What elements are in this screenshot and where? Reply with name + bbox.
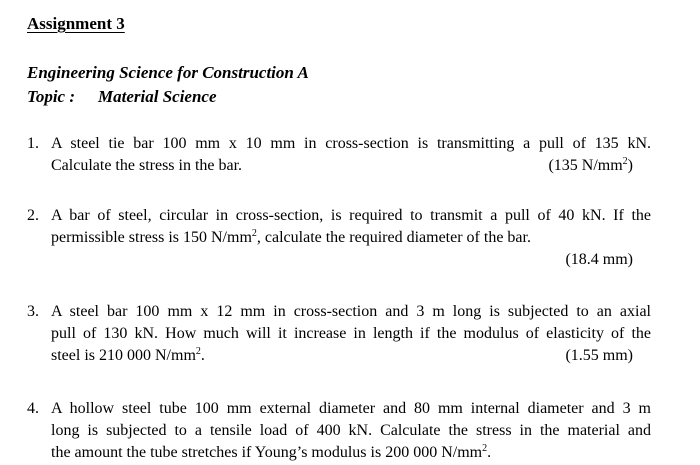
question-1: [27, 133, 651, 177]
question-number: 3.: [27, 303, 39, 320]
question-text: Calculate the stress in the bar.: [51, 157, 243, 174]
question-text: permissible stress is 150 N/mm: [51, 229, 252, 246]
question-body: [51, 301, 651, 367]
question-4: [27, 398, 651, 464]
question-number: 2.: [27, 207, 39, 224]
question-line: A hollow steel tube 100 mm external diameter and 80 mm internal diameter and 3 m: [51, 400, 651, 417]
question-line: pull of 130 kN. How much will it increase in length if the modulus of elasticity of the: [51, 325, 651, 342]
topic-value: Material Science: [98, 87, 217, 106]
question-line: A steel tie bar 100 mm x 10 mm in cross-section is transmitting a pull of 135 kN.: [51, 135, 651, 152]
topic-line: [27, 87, 217, 107]
question-answer: [548, 155, 651, 177]
question-text: the amount the tube stretches if Young’s modulus is 200 000 N/mm: [51, 444, 483, 461]
superscript: 2: [482, 443, 488, 454]
question-line: [51, 227, 651, 249]
question-body: [51, 205, 651, 271]
question-3: [27, 301, 651, 367]
page-title: Assignment 3: [27, 14, 125, 33]
question-number: 4.: [27, 400, 39, 417]
answer-text: (135 N/mm: [548, 157, 623, 174]
question-line: A steel bar 100 mm x 12 mm in cross-section and 3 m long is subjected to an axial: [51, 303, 651, 320]
question-line: [51, 345, 651, 367]
superscript: 2: [622, 156, 628, 167]
question-2: [27, 205, 651, 271]
question-line: [51, 155, 651, 177]
superscript: 2: [251, 228, 257, 239]
question-text: .: [487, 444, 492, 461]
question-text: , calculate the required diameter of the bar.: [256, 229, 531, 246]
course-title: Engineering Science for Construction A: [27, 63, 309, 82]
question-answer: (18.4 mm): [565, 251, 633, 268]
question-line: A bar of steel, circular in cross-section, is required to transmit a pull of 40 kN. If the: [51, 207, 651, 224]
answer-suffix: ): [627, 157, 633, 174]
question-body: [51, 398, 651, 464]
question-line: long is subjected to a tensile load of 400 kN. Calculate the stress in the material and: [51, 422, 651, 439]
question-body: [51, 133, 651, 177]
question-line: [51, 442, 651, 464]
question-number: 1.: [27, 135, 39, 152]
superscript: 2: [195, 346, 201, 357]
question-answer: (1.55 mm): [565, 347, 633, 364]
question-text: steel is 210 000 N/mm: [51, 347, 196, 364]
topic-label: Topic :: [27, 87, 76, 106]
question-text: .: [200, 347, 205, 364]
